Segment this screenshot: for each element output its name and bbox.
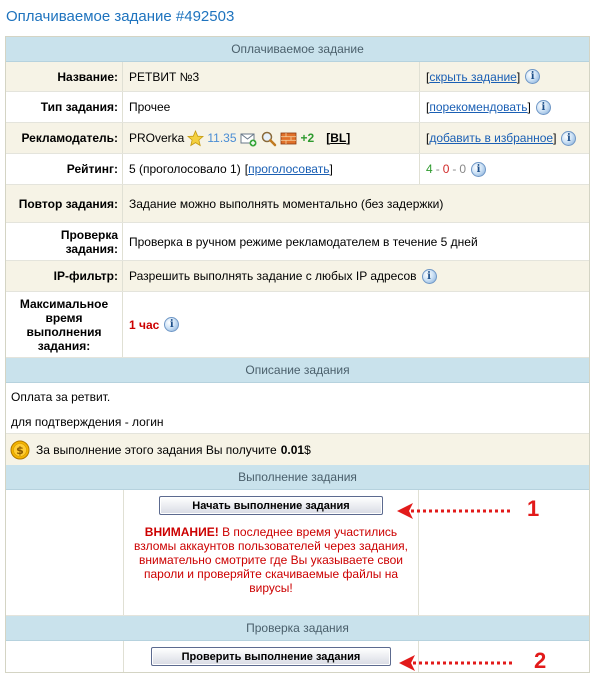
- value-type: Прочее: [129, 100, 171, 114]
- mail-add-icon[interactable]: [240, 130, 257, 147]
- coin-icon: [10, 440, 30, 460]
- value-check: Проверка в ручном режиме рекламодателем в течение 5 дней: [129, 234, 478, 249]
- info-icon[interactable]: i: [471, 162, 486, 177]
- votes-zero: 0: [442, 162, 450, 176]
- value-ip: [123, 261, 589, 291]
- start-task-button[interactable]: Начать выполнение задания: [159, 496, 383, 515]
- advertiser-name[interactable]: PROverka: [129, 131, 185, 145]
- row-name: [6, 62, 589, 92]
- arrow-annotation-1: [395, 502, 515, 520]
- value-name: РЕТВИТ №3: [129, 69, 200, 84]
- ip-text: Разрешить выполнять задание с любых IP адресов: [129, 269, 417, 283]
- value-rating: 5 (проголосовало 1) [ проголосовать ]: [129, 162, 333, 176]
- task-panel: [5, 36, 590, 673]
- label-type: Тип задания:: [6, 92, 123, 122]
- step-number-2: 2: [534, 648, 547, 673]
- value-repeat: Задание можно выполнять моментально (без задержки): [129, 196, 444, 211]
- section-header-task: Оплачиваемое задание: [6, 37, 589, 62]
- arrow-annotation-2: [397, 654, 517, 672]
- label-maxtime: Максимальное время выполнения задания:: [6, 292, 123, 357]
- recommend-link[interactable]: порекомендовать: [429, 100, 528, 114]
- row-advertiser: [6, 123, 589, 154]
- label-name: Название:: [6, 62, 123, 91]
- reward-currency: $: [304, 442, 311, 457]
- magnifier-icon[interactable]: [260, 130, 277, 147]
- section-header-execution: Выполнение задания: [6, 465, 589, 490]
- desc-line-2: для подтверждения - логин: [6, 410, 589, 434]
- advertiser-karma: +2: [300, 131, 315, 145]
- label-ip: IP-фильтр:: [6, 261, 123, 291]
- side-type: [ порекомендовать ] i: [419, 92, 589, 122]
- advertiser-rating: 11.35: [207, 131, 237, 145]
- info-icon[interactable]: i: [164, 317, 179, 332]
- row-maxtime: [6, 292, 589, 358]
- section-header-verification: Проверка задания: [6, 616, 589, 641]
- maxtime-value: 1 час: [129, 317, 160, 332]
- side-advertiser: [ добавить в избранное ] i: [419, 123, 589, 153]
- step-number-1: 1: [527, 496, 540, 521]
- reward-row: [6, 434, 589, 465]
- reward-text: За выполнение этого задания Вы получите: [36, 442, 277, 457]
- label-check: Проверка задания:: [6, 223, 123, 260]
- label-repeat: Повтор задания:: [6, 185, 123, 222]
- vote-link[interactable]: проголосовать: [248, 162, 330, 176]
- section-header-description: Описание задания: [6, 358, 589, 383]
- reward-amount: 0.01: [280, 442, 305, 457]
- row-ip: [6, 261, 589, 292]
- value-advertiser: PROverka 11.35 +2 [ BL ]: [129, 131, 351, 145]
- warning-text: В последнее время участились взломы аккаунтов пользователей через задания, внимательно смотрите где Вы указываете свои пароли и проверяйте скачиваемые файлы на вирусы!: [133, 525, 409, 595]
- info-icon[interactable]: i: [422, 269, 437, 284]
- add-favorite-link[interactable]: добавить в избранное: [429, 131, 554, 145]
- check-task-button[interactable]: Проверить выполнение задания: [151, 647, 391, 666]
- bl-link[interactable]: BL: [330, 131, 347, 145]
- side-rating: 4 - 0 - 0 i: [419, 154, 589, 184]
- row-check: [6, 223, 589, 261]
- hide-task-link[interactable]: скрыть задание: [429, 69, 517, 84]
- desc-line-1: Оплата за ретвит.: [6, 383, 589, 410]
- rating-text: 5 (проголосовало 1): [129, 162, 241, 176]
- value-maxtime: [123, 292, 589, 357]
- star-icon: [187, 130, 204, 147]
- svg-text:$: $: [16, 443, 24, 457]
- row-rating: [6, 154, 589, 185]
- info-icon[interactable]: i: [561, 131, 576, 146]
- label-rating: Рейтинг:: [6, 154, 123, 184]
- warning-message: [131, 525, 411, 595]
- info-icon[interactable]: i: [525, 69, 540, 84]
- wall-icon[interactable]: [280, 130, 297, 147]
- row-repeat: [6, 185, 589, 223]
- warning-label: ВНИМАНИЕ!: [144, 525, 219, 539]
- page-title: Оплачиваемое задание #492503: [6, 8, 235, 25]
- votes-plus: 4: [426, 162, 433, 176]
- info-icon[interactable]: i: [536, 100, 551, 115]
- side-name: [ скрыть задание ] i: [419, 62, 589, 91]
- votes-minus: 0: [459, 162, 467, 176]
- label-advertiser: Рекламодатель:: [6, 123, 123, 153]
- row-type: [6, 92, 589, 123]
